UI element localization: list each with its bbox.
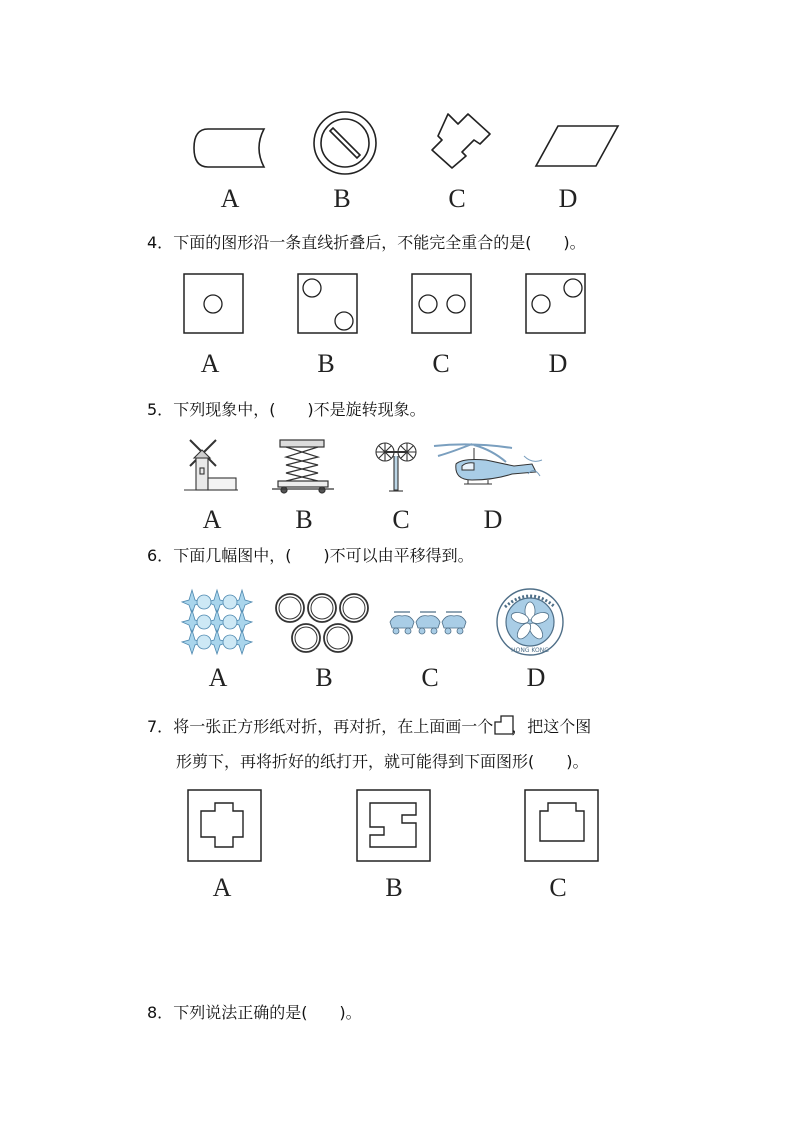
q7-label-a: A [212,873,232,902]
q5-number: 5． [147,400,174,419]
q6-label-a: A [208,663,228,692]
q6-figure-a-star-pattern [180,588,254,656]
q5-label-b: B [295,505,313,534]
q3-label-d: D [558,184,578,213]
q7-text-line2: 形剪下，再将折好的纸打开，就可能得到下面图形( )。 [176,752,589,771]
q8-text: 下列说法正确的是( )。 [173,1003,362,1022]
q6-label-b: B [315,663,333,692]
q5-label-c: C [392,505,410,534]
q3-label-a: A [220,184,240,213]
q4-label-b: B [317,349,335,378]
q8-question [147,1003,362,1023]
q7-label-c: C [549,873,567,902]
q4-figure-d [525,273,587,335]
q3-figure-d-parallelogram [534,124,620,168]
cut-shape-icon [493,716,511,734]
q7-figure-b [356,789,432,863]
q3-figure-a-half-cylinder [190,125,270,171]
q7-question-line1 [147,716,591,737]
q6-figure-d-emblem [495,587,565,657]
q6-emblem-text: HONG KONG [511,647,549,654]
q4-question [147,233,586,253]
q6-question [147,546,474,566]
q4-label-d: D [548,349,568,378]
q5-label-a: A [202,505,222,534]
q7-number: 7． [147,717,174,736]
q4-label-a: A [200,349,220,378]
q4-text: 下面的图形沿一条直线折叠后，不能完全重合的是( )。 [173,233,586,252]
q5-text: 下列现象中，( )不是旋转现象。 [173,400,426,419]
q5-question [147,400,426,420]
q5-figure-b-scissor-lift [272,438,334,494]
q7-text-part2: ，把这个图 [511,717,592,736]
q4-label-c: C [432,349,450,378]
q3-figure-b-no-sign [312,110,378,176]
q6-figure-b-rings [274,590,370,656]
q4-figure-a [183,273,245,335]
q7-question-line2 [176,752,589,772]
q3-label-c: C [448,184,466,213]
q5-figure-a-windmill [182,436,240,494]
q6-figure-c-vehicle-row [388,608,470,638]
q4-figure-c [411,273,473,335]
q5-figure-d-helicopter [432,440,544,494]
q7-label-b: B [385,873,403,902]
q4-number: 4． [147,233,174,252]
q6-number: 6． [147,546,174,565]
q5-label-d: D [483,505,503,534]
q6-label-d: D [526,663,546,692]
q6-label-c: C [421,663,439,692]
q7-text-part1: 将一张正方形纸对折，再对折，在上面画一个 [173,717,494,736]
q7-figure-a [187,789,263,863]
q3-figure-c-cross-shape [428,110,494,170]
q3-label-b: B [333,184,351,213]
q6-text: 下面几幅图中，( )不可以由平移得到。 [173,546,474,565]
q5-figure-c-fan [375,436,417,494]
q7-figure-c [524,789,600,863]
q8-number: 8． [147,1003,174,1022]
q4-figure-b [297,273,359,335]
